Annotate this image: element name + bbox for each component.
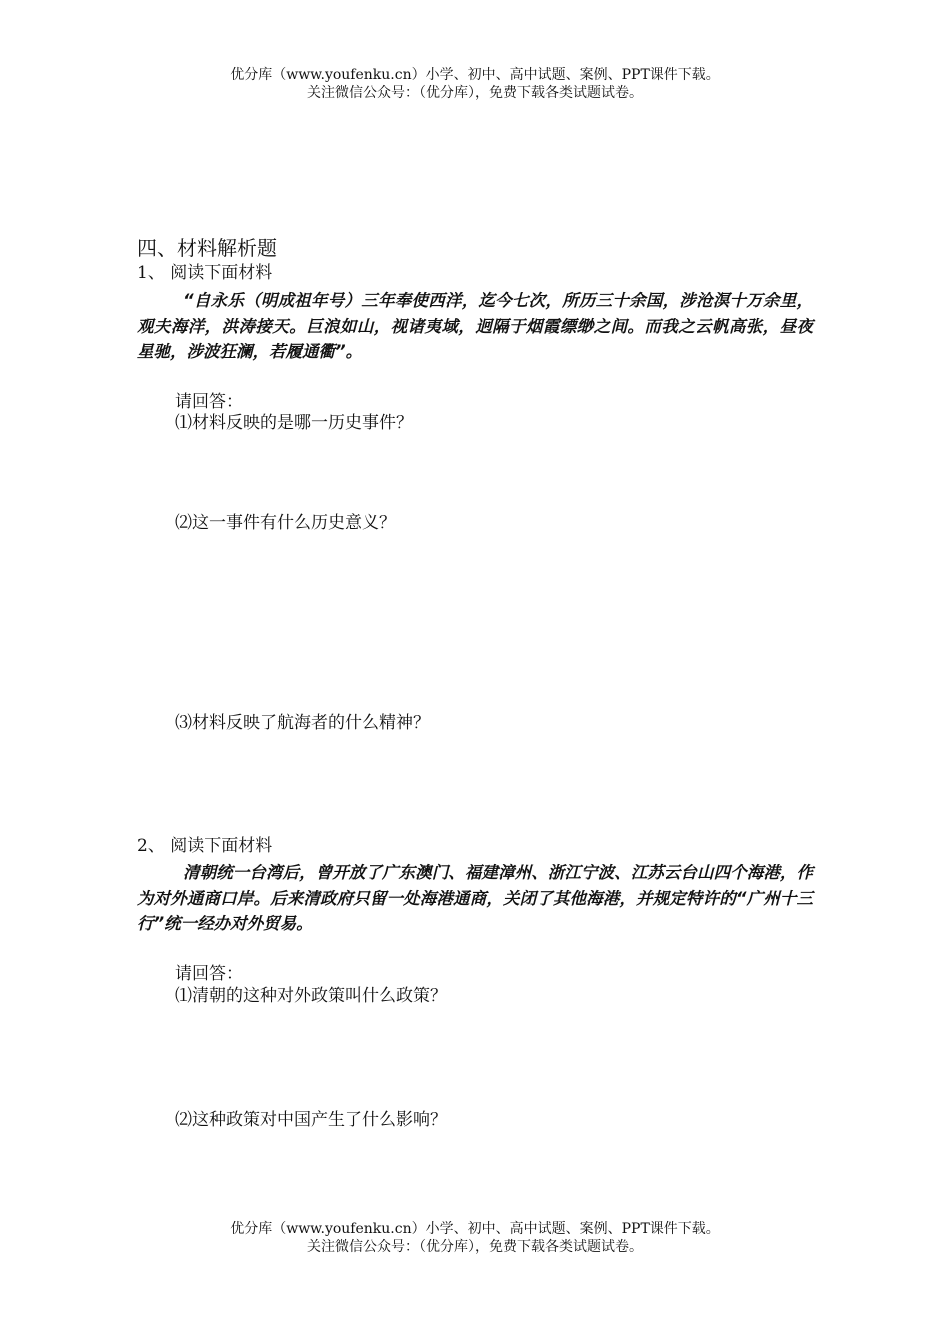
question-1-label: 1、 阅读下面材料 — [137, 263, 273, 283]
question-2-sub-2: ⑵这种政策对中国产生了什么影响？ — [175, 1110, 447, 1130]
header-line-2: 关注微信公众号：（优分库），免费下载各类试题试卷。 — [307, 85, 643, 101]
page-header — [0, 66, 950, 102]
question-1-prompt: 请回答： — [175, 392, 243, 412]
header-line-1: 优分库（www.youfenku.cn）小学、初中、高中试题、案例、PPT课件下载。 — [230, 67, 720, 83]
question-1-sub-3: ⑶材料反映了航海者的什么精神？ — [175, 713, 430, 733]
question-2-prompt: 请回答： — [175, 964, 243, 984]
question-1-material: “自永乐（明成祖年号）三年奉使西洋，迄今七次，所历三十余国，涉沧溟十万余里，观夫海洋，洪涛接天。巨浪如山，视诸夷域，迥隔于烟霞缥缈之间。而我之云帆高张，昼夜星驰，涉波狂澜，若履通衢”。 — [137, 291, 813, 361]
page-footer — [0, 1220, 950, 1256]
question-2-sub-1: ⑴清朝的这种对外政策叫什么政策？ — [175, 986, 447, 1006]
question-1-sub-2: ⑵这一事件有什么历史意义？ — [175, 513, 396, 533]
question-2-label: 2、 阅读下面材料 — [137, 836, 273, 856]
footer-line-1: 优分库（www.youfenku.cn）小学、初中、高中试题、案例、PPT课件下载。 — [230, 1221, 720, 1237]
question-2-material: 清朝统一台湾后，曾开放了广东澳门、福建漳州、浙江宁波、江苏云台山四个海港，作为对外通商口岸。后来清政府只留一处海港通商，关闭了其他海港，并规定特许的“广州十三行”统一经办对外贸易。 — [137, 863, 813, 933]
footer-line-2: 关注微信公众号：（优分库），免费下载各类试题试卷。 — [307, 1239, 643, 1255]
question-1-sub-1: ⑴材料反映的是哪一历史事件？ — [175, 413, 413, 433]
section-title: 四、材料解析题 — [137, 236, 277, 260]
